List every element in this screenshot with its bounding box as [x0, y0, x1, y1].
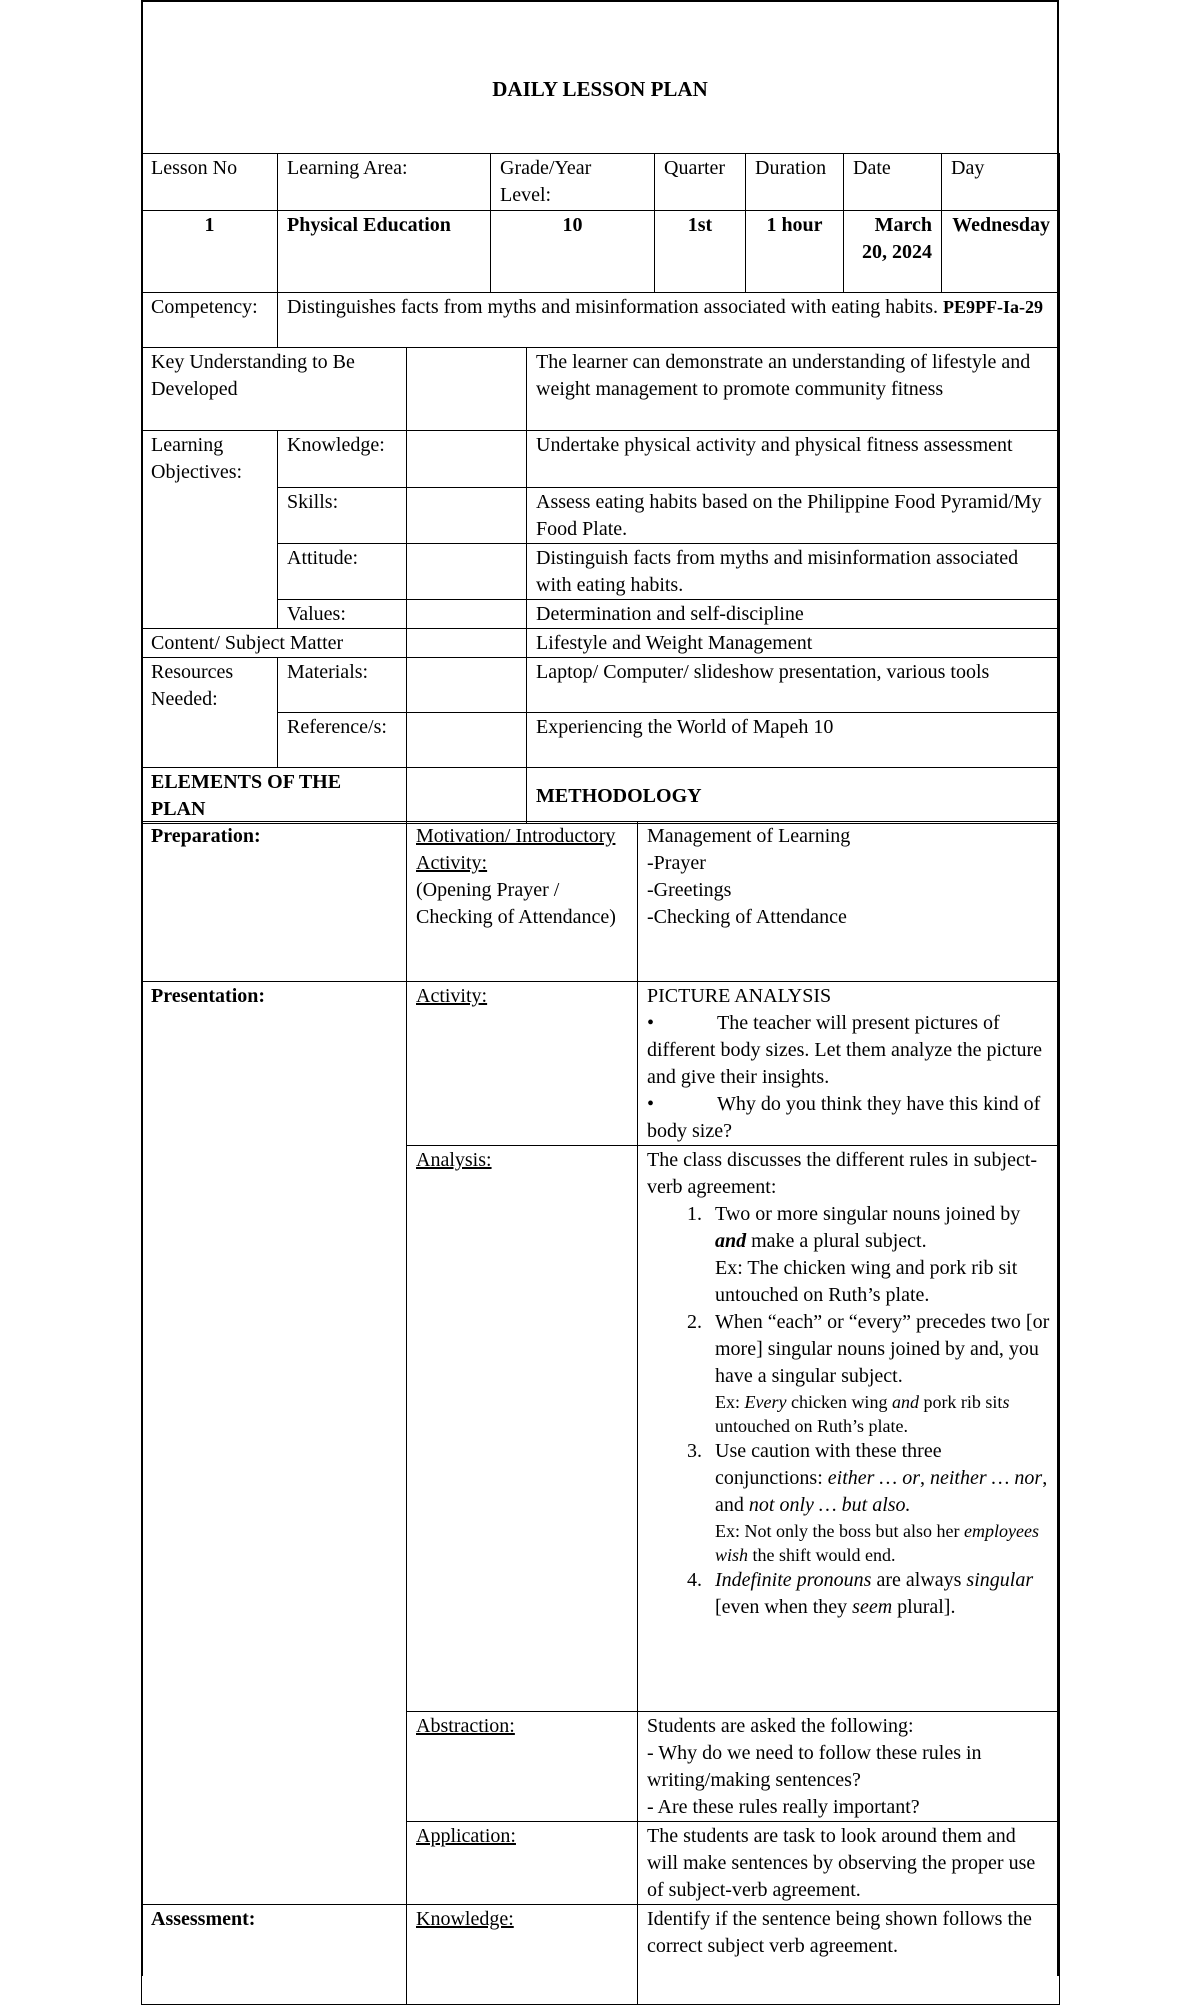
empty-cell	[407, 348, 527, 431]
methodology-heading: METHODOLOGY	[527, 768, 1060, 824]
competency-code: PE9PF-Ia-29	[943, 297, 1043, 317]
materials-text: Laptop/ Computer/ slideshow presentation, various tools	[527, 658, 1060, 713]
empty-cell	[407, 600, 527, 629]
empty-cell	[407, 658, 527, 713]
assessment-knowledge-text: Identify if the sentence being shown follows the correct subject verb agreement.	[638, 1905, 1060, 2005]
preparation-line: -Checking of Attendance	[647, 906, 847, 928]
empty-cell	[407, 713, 527, 768]
knowledge-label: Knowledge:	[278, 431, 407, 488]
skills-label: Skills:	[278, 488, 407, 544]
activity-label: Activity:	[407, 982, 638, 1146]
activity-bullet-text: Why do you think they have this kind of body size?	[647, 1093, 1041, 1142]
activity-content	[638, 982, 1060, 1146]
value-lesson-no: 1	[142, 211, 278, 293]
empty-cell	[407, 544, 527, 600]
abstraction-line: - Are these rules really important?	[647, 1796, 920, 1818]
label-learning-area: Learning Area:	[278, 154, 491, 211]
content-text: Lifestyle and Weight Management	[527, 629, 1060, 658]
lesson-plan-page	[141, 0, 1059, 1976]
materials-label: Materials:	[278, 658, 407, 713]
competency-table	[141, 292, 1060, 348]
key-understanding-label: Key Understanding to Be Developed	[142, 348, 407, 431]
preparation-line: -Greetings	[647, 879, 732, 901]
empty-cell	[407, 488, 527, 544]
abstraction-line: Students are asked the following:	[647, 1715, 914, 1737]
application-text: The students are task to look around them and will make sentences by observing the proper use of subject-verb agreement.	[638, 1822, 1060, 1905]
application-label: Application:	[407, 1822, 638, 1905]
value-grade-level: 10	[491, 211, 655, 293]
empty-cell	[407, 431, 527, 488]
opening-prayer-label: (Opening Prayer / Checking of Attendance)	[416, 879, 616, 928]
resources-label: Resources Needed:	[142, 658, 278, 768]
activity-bullet: • Why do you think they have this kind of body size?	[647, 1093, 1041, 1142]
preparation-label: Preparation:	[142, 822, 407, 982]
preparation-line: Management of Learning	[647, 825, 851, 847]
abstraction-line: - Why do we need to follow these rules in writing/making sentences?	[647, 1742, 982, 1791]
key-understanding-text: The learner can demonstrate an understanding of lifestyle and weight management to promote community fitness	[527, 348, 1060, 431]
assessment-label: Assessment:	[142, 1905, 407, 2005]
rule-item: 1. Two or more singular nouns joined by and make a plural subject. Ex: The chicken wing and pork rib sit untouched on Ruth’s plate.	[707, 1201, 1050, 1309]
reference-text: Experiencing the World of Mapeh 10	[527, 713, 1060, 768]
values-label: Values:	[278, 600, 407, 629]
elements-heading: ELEMENTS OF THE PLAN	[142, 768, 407, 824]
rule-item: 3. Use caution with these three conjunctions: either … or, neither … nor, and not only … but also. Ex: Not only the boss but also her employees wish the shift would end.	[707, 1438, 1050, 1567]
rule-item: 2. When “each” or “every” precedes two [or more] singular nouns joined by and, you have a singular subject. Ex: Every chicken wing and pork rib sits untouched on Ruth’s plate.	[707, 1309, 1050, 1438]
rules-list	[647, 1201, 1050, 1621]
presentation-label: Presentation:	[142, 982, 407, 1905]
label-quarter: Quarter	[655, 154, 746, 211]
value-day: Wednesday	[942, 211, 1060, 293]
competency-text: Distinguishes facts from myths and misinformation associated with eating habits.	[287, 296, 939, 318]
competency-label: Competency:	[142, 293, 278, 348]
empty-cell	[407, 768, 527, 824]
label-lesson-no: Lesson No	[142, 154, 278, 211]
knowledge-objective: Undertake physical activity and physical fitness assessment	[527, 431, 1060, 488]
attitude-label: Attitude:	[278, 544, 407, 600]
label-grade-level: Grade/Year Level:	[491, 154, 655, 211]
values-objective: Determination and self-discipline	[527, 600, 1060, 629]
objectives-table	[141, 347, 1060, 824]
assessment-knowledge-label: Knowledge:	[407, 1905, 638, 2005]
activity-title: PICTURE ANALYSIS	[647, 985, 832, 1007]
preparation-content	[638, 822, 1060, 982]
activity-bullet: • The teacher will present pictures of different body sizes. Let them analyze the picture and give their insights.	[647, 1012, 1043, 1088]
value-quarter: 1st	[655, 211, 746, 293]
competency-cell	[278, 293, 1060, 348]
attitude-objective: Distinguish facts from myths and misinformation associated with eating habits.	[527, 544, 1060, 600]
methodology-table	[141, 821, 1060, 2005]
header-table	[141, 153, 1060, 293]
value-duration: 1 hour	[746, 211, 844, 293]
analysis-content	[638, 1146, 1060, 1712]
analysis-label: Analysis:	[407, 1146, 638, 1712]
preparation-sub-label	[407, 822, 638, 982]
empty-cell	[407, 629, 527, 658]
label-date: Date	[844, 154, 942, 211]
analysis-intro: The class discusses the different rules in subject-verb agreement:	[647, 1149, 1038, 1198]
abstraction-content	[638, 1712, 1060, 1822]
label-day: Day	[942, 154, 1060, 211]
document-title: DAILY LESSON PLAN	[492, 77, 708, 101]
preparation-line: -Prayer	[647, 852, 706, 874]
value-learning-area: Physical Education	[278, 211, 491, 293]
rule-item: 4. Indefinite pronouns are always singular [even when they seem plural].	[707, 1567, 1050, 1621]
skills-objective: Assess eating habits based on the Philippine Food Pyramid/My Food Plate.	[527, 488, 1060, 544]
motivation-label: Motivation/ Introductory Activity:	[416, 825, 616, 874]
value-date: March 20, 2024	[844, 211, 942, 293]
abstraction-label: Abstraction:	[407, 1712, 638, 1822]
reference-label: Reference/s:	[278, 713, 407, 768]
label-duration: Duration	[746, 154, 844, 211]
activity-bullet-text: The teacher will present pictures of different body sizes. Let them analyze the picture and give their insights.	[647, 1012, 1043, 1088]
learning-objectives-label: Learning Objectives:	[142, 431, 278, 629]
content-label: Content/ Subject Matter	[142, 629, 407, 658]
